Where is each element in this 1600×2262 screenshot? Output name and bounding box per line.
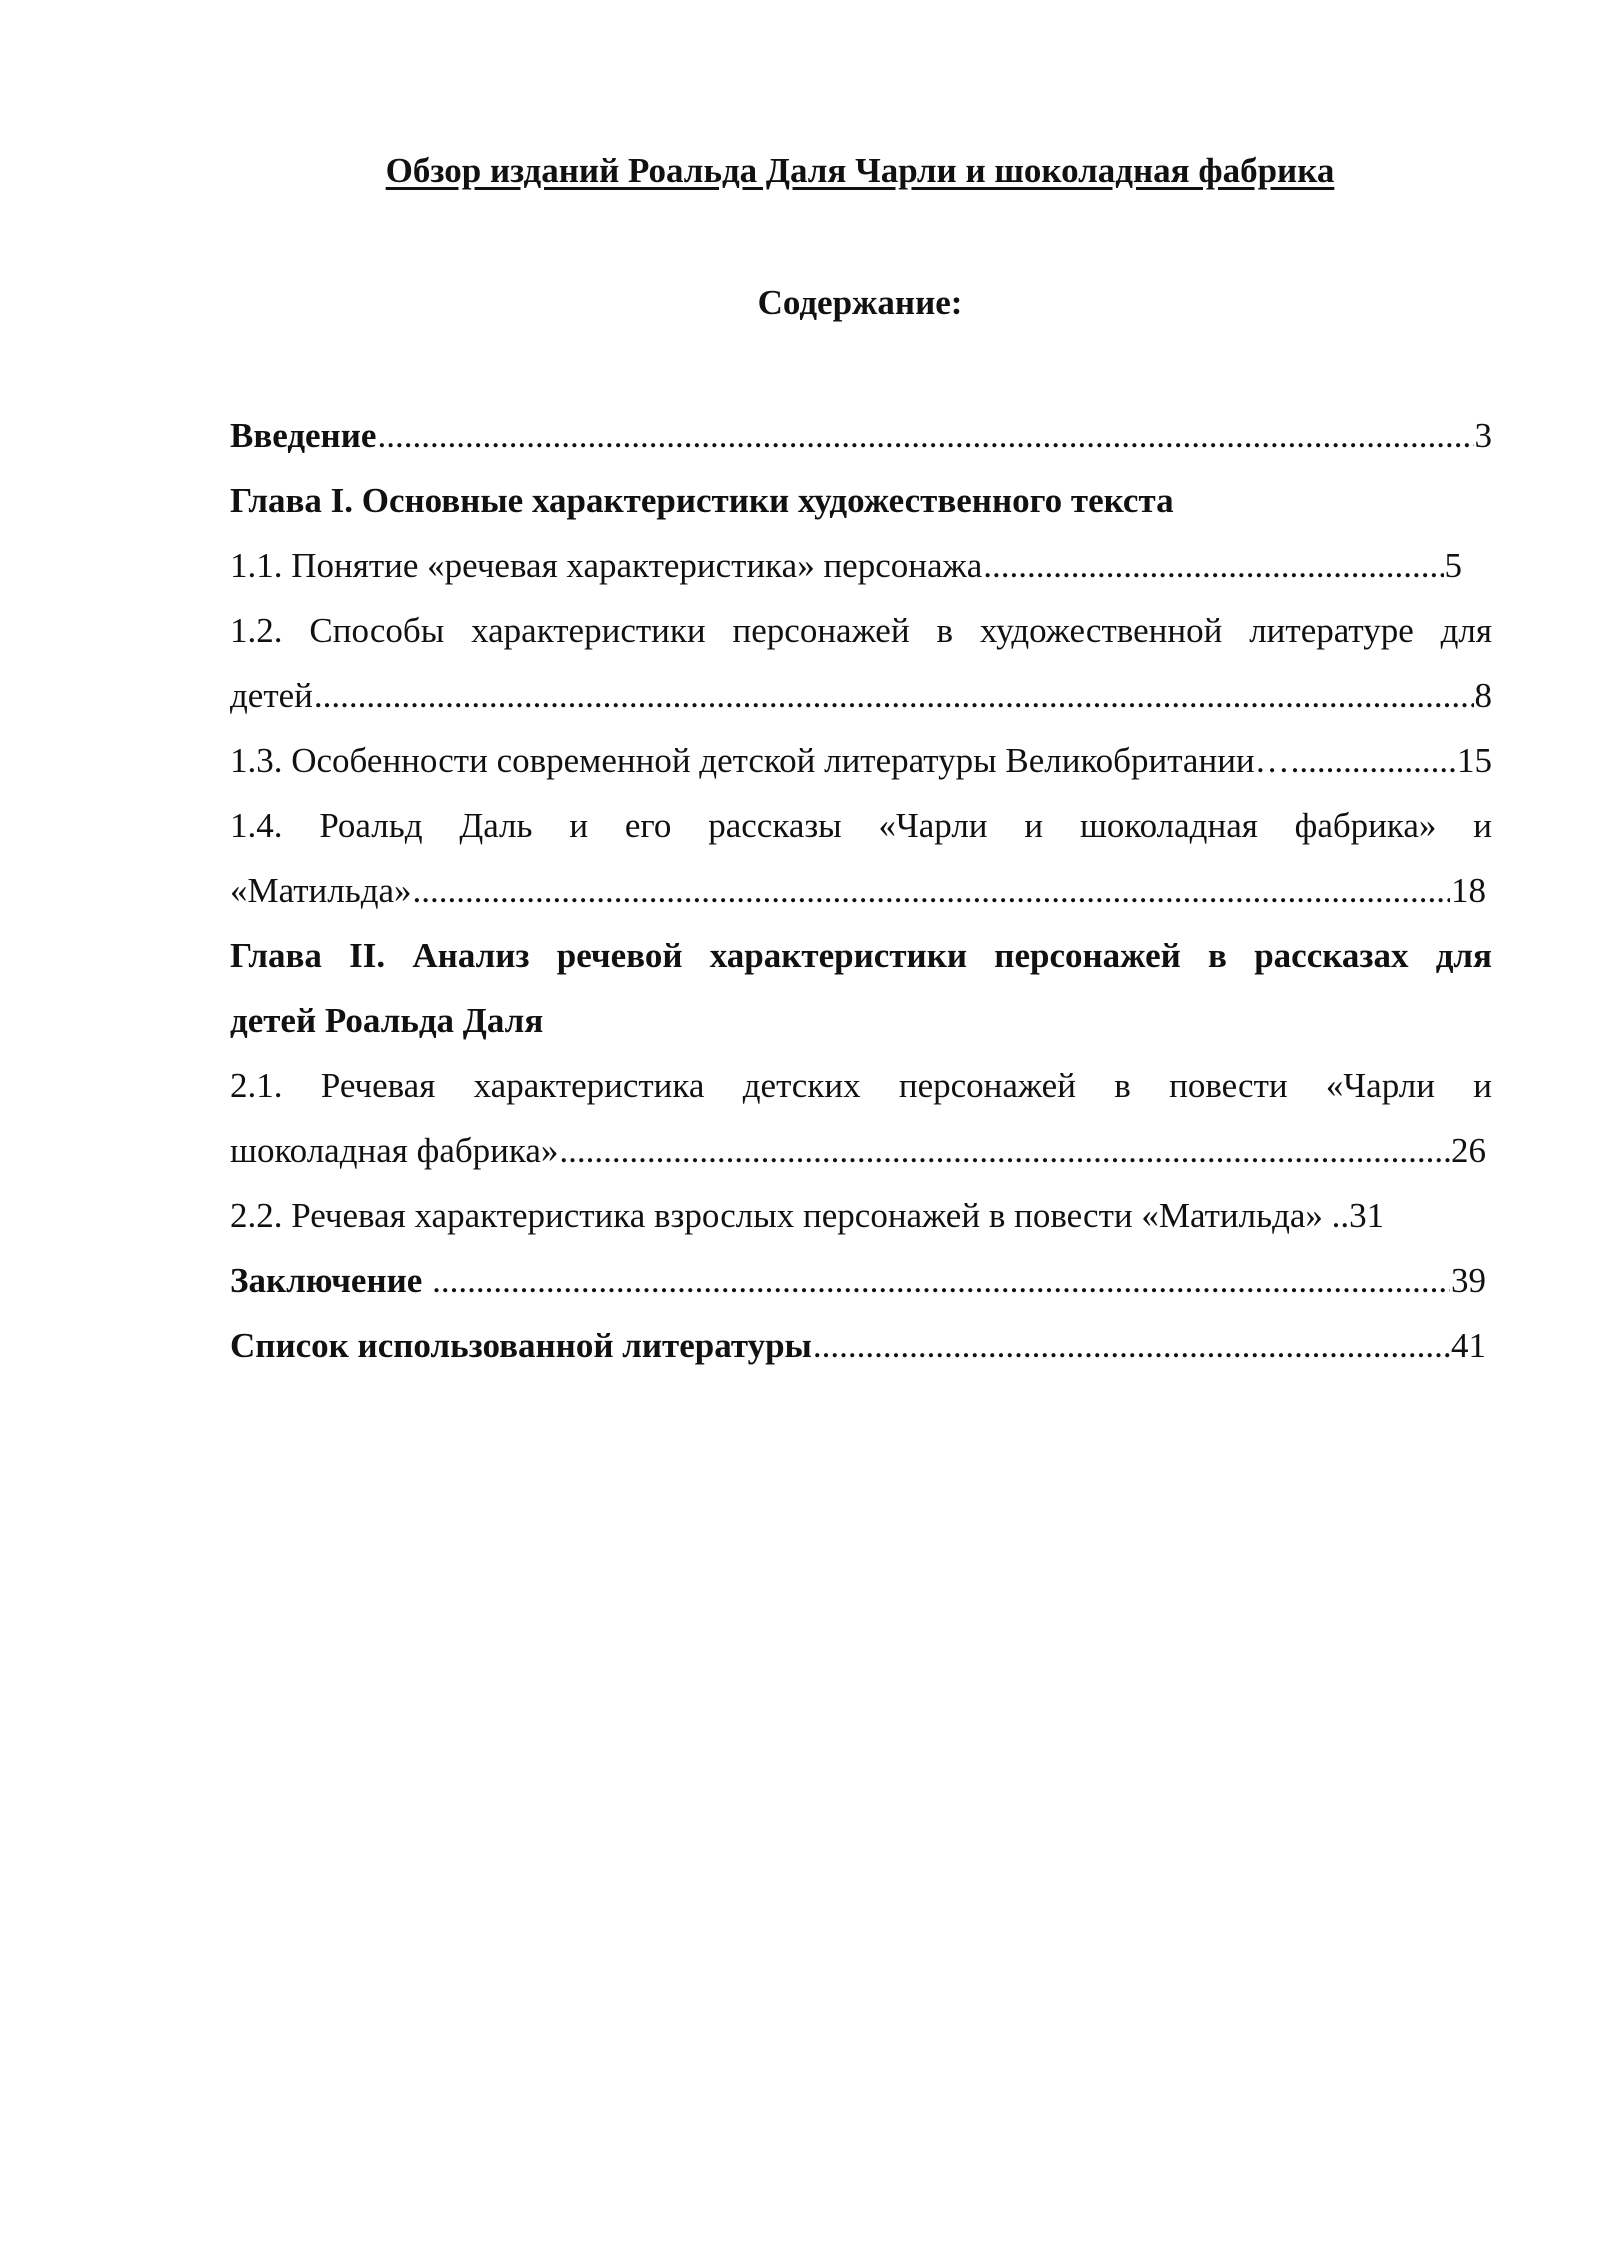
toc-entry-text: Введение (230, 416, 377, 455)
table-of-contents (230, 403, 1492, 1378)
toc-entry-2-2[interactable] (230, 1183, 1492, 1248)
dot-leader (813, 1313, 1450, 1378)
toc-page-number: 5 (1444, 546, 1462, 585)
dot-leader (1291, 728, 1456, 793)
toc-entry-text-line1: 2.1. Речевая характеристика детских персонажей в повести «Чарли и (230, 1066, 1492, 1105)
toc-page-number: 8 (1474, 676, 1492, 715)
toc-entry-text: 1.1. Понятие «речевая характеристика» персонажа (230, 546, 983, 585)
toc-entry-conclusion[interactable] (230, 1248, 1486, 1313)
toc-heading: Содержание: (757, 283, 963, 322)
toc-entry-1-4[interactable] (230, 793, 1492, 923)
toc-entry-1-1[interactable] (230, 533, 1462, 598)
toc-entry-chapter-1[interactable] (230, 468, 1492, 533)
toc-entry-text: 2.2. Речевая характеристика взрослых персонажей в повести «Матильда» ..31 (230, 1196, 1385, 1235)
toc-page-number: 3 (1474, 416, 1492, 455)
dot-leader (432, 1248, 1450, 1313)
toc-page-number: 41 (1451, 1326, 1486, 1365)
toc-entry-text-line2: шоколадная фабрика» (230, 1131, 559, 1170)
document-title: Обзор изданий Роальда Даля Чарли и шоколадная фабрика (385, 151, 1335, 190)
toc-entry-text-line1: Глава II. Анализ речевой характеристики персонажей в рассказах для (230, 936, 1492, 975)
dot-leader (413, 858, 1450, 923)
toc-entry-1-2[interactable] (230, 598, 1492, 728)
dot-leader (314, 663, 1474, 728)
toc-entry-chapter-2[interactable] (230, 923, 1492, 1053)
dot-leader (559, 1118, 1450, 1183)
toc-page-number: 39 (1451, 1261, 1486, 1300)
toc-entry-1-3[interactable] (230, 728, 1492, 793)
toc-page-number: 15 (1457, 741, 1492, 780)
toc-page-number: 18 (1451, 871, 1486, 910)
toc-entry-text: Глава I. Основные характеристики художественного текста (230, 481, 1174, 520)
toc-page-number: 26 (1451, 1131, 1486, 1170)
toc-entry-text: 1.3. Особенности современной детской литературы Великобритании… (230, 741, 1290, 780)
dot-leader (983, 533, 1443, 598)
toc-entry-bibliography[interactable] (230, 1313, 1486, 1378)
dot-leader (377, 403, 1473, 468)
toc-entry-text-line1: 1.2. Способы характеристики персонажей в художественной литературе для (230, 611, 1492, 650)
toc-entry-text-line2: «Матильда» (230, 871, 412, 910)
toc-entry-2-1[interactable] (230, 1053, 1492, 1183)
toc-entry-text: Заключение (230, 1261, 432, 1300)
toc-entry-text-line2: детей (230, 676, 313, 715)
toc-entry-text: Список использованной литературы (230, 1326, 812, 1365)
toc-entry-text-line2: детей Роальда Даля (230, 1001, 544, 1040)
toc-entry-text-line1: 1.4. Роальд Даль и его рассказы «Чарли и шоколадная фабрика» и (230, 806, 1492, 845)
toc-entry-introduction[interactable] (230, 403, 1492, 468)
